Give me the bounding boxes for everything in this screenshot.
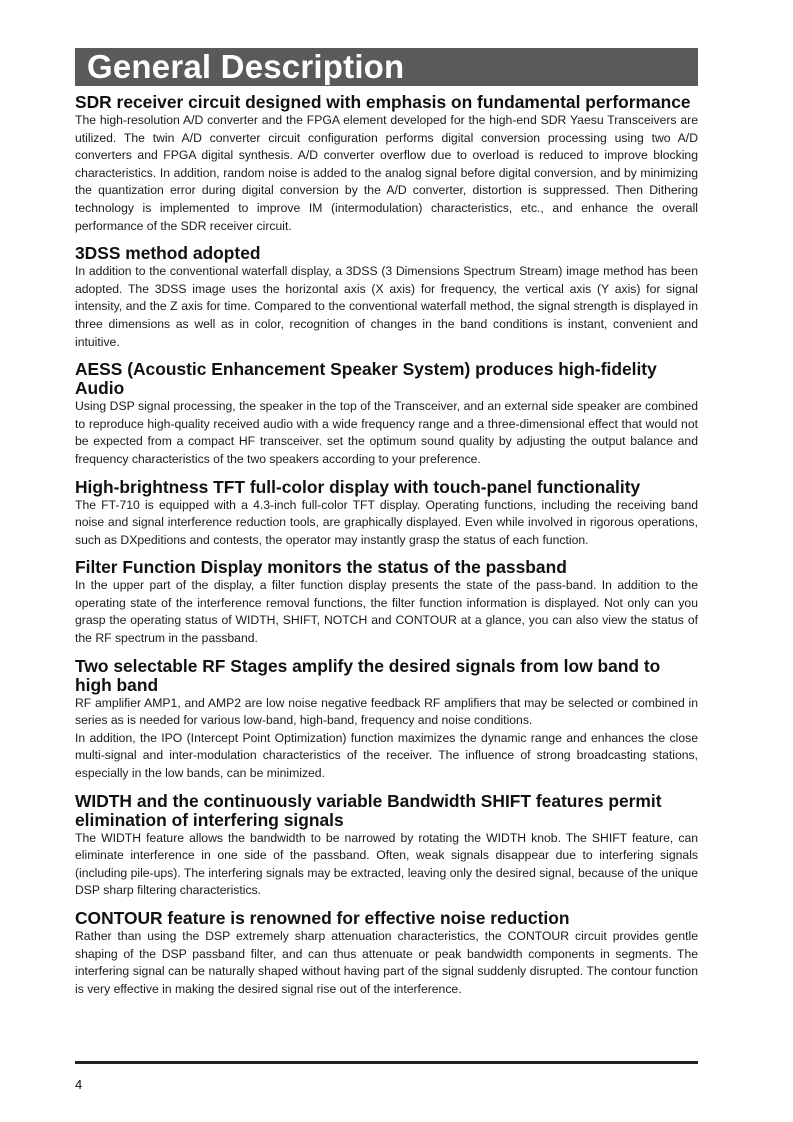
- section-paragraph: In the upper part of the display, a filter function display presents the state of the pass-band. In addition to the operating state of the interference removal functions, the filter function information is displayed. Not only can you grasp the operating status of WIDTH, SHIFT, NOTCH and CONTOUR at a glance, you can also view the status of the RF spectrum in the passband.: [75, 578, 698, 646]
- page-number: 4: [75, 1077, 83, 1092]
- section-paragraph: Rather than using the DSP extremely sharp attenuation characteristics, the CONTOUR circuit provides gentle shaping of the DSP passband filter, and can thus attenuate or peak bandwidth components in segments. The interfering signal can be naturally shaped without having part of the signal suddenly disrupted. The contour function is very effective in making the desired signal rise out of the interference.: [75, 929, 698, 996]
- section-contour: [75, 909, 698, 998]
- section-paragraph: In addition to the conventional waterfall display, a 3DSS (3 Dimensions Spectrum Stream) image method has been adopted. The 3DSS image uses the horizontal axis (X axis) for frequency, the vertical axis (Y axis) for signal intensity, and the Z axis for time. Compared to the conventional waterfall method, the signal strength is displayed in three dimensions as well as in color, recognition of changes in the band conditions is instant, convenient and intuitive.: [75, 264, 698, 349]
- section-filter-function: [75, 558, 698, 647]
- section-sdr-receiver: [75, 93, 698, 235]
- section-tft-display: [75, 478, 698, 550]
- section-rf-stages: [75, 657, 698, 783]
- section-width-shift: [75, 792, 698, 900]
- footer-rule: [75, 1061, 698, 1064]
- page-title: General Description: [75, 48, 698, 86]
- content: [75, 93, 698, 998]
- section-heading: AESS (Acoustic Enhancement Speaker System) produces high-fidelity Audio: [75, 359, 657, 399]
- section-heading: 3DSS method adopted: [75, 243, 261, 264]
- section-heading: CONTOUR feature is renowned for effective noise reduction: [75, 908, 570, 928]
- section-heading: WIDTH and the continuously variable Bandwidth SHIFT features permit elimination of interfering signals: [75, 790, 662, 830]
- section-3dss: [75, 244, 698, 351]
- section-heading: SDR receiver circuit designed with emphasis on fundamental performance: [75, 92, 691, 112]
- section-aess: [75, 360, 698, 468]
- section-paragraph: RF amplifier AMP1, and AMP2 are low noise negative feedback RF amplifiers that may be selected or combined in series as is needed for various low-band, high-band, frequency and noise conditions.: [75, 695, 698, 728]
- section-heading: Filter Function Display monitors the status of the passband: [75, 557, 567, 578]
- section-paragraph: The WIDTH feature allows the bandwidth to be narrowed by rotating the WIDTH knob. The SHIFT feature, can eliminate interference in one side of the passband. Often, weak signals disappear due to interfering signals (including pile-ups). The interfering signals may be extracted, leaving only the desired signal, because of the unique DSP sharp filtering characteristics.: [75, 830, 698, 898]
- section-heading: Two selectable RF Stages amplify the desired signals from low band to high band: [75, 655, 661, 695]
- section-paragraph: Using DSP signal processing, the speaker in the top of the Transceiver, and an external side speaker are combined to reproduce high-quality received audio with a wide frequency range and a three-dimensional effect that would not be expected from a compact HF transceiver. set the optimum sound quality by adjusting the output balance and frequency characteristics of the two speakers according to your preference.: [75, 399, 698, 466]
- section-paragraph: In addition, the IPO (Intercept Point Optimization) function maximizes the dynamic range and enhances the close multi-signal and inter-modulation characteristics of the receiver. The influence of strong broadcasting stations, especially in the low bands, can be minimized.: [75, 730, 698, 781]
- section-heading: High-brightness TFT full-color display with touch-panel functionality: [75, 476, 641, 497]
- section-paragraph: The FT-710 is equipped with a 4.3-inch full-color TFT display. Operating functions, including the receiving band noise and signal interference reduction tools, are graphically displayed. Even while involved in rigorous operations, such as DXpeditions and contests, the operator may instantly grasp the status of each function.: [75, 497, 698, 547]
- section-paragraph: The high-resolution A/D converter and the FPGA element developed for the high-end SDR Yaesu Transceivers are utilized. The twin A/D converter circuit configuration performs digital conversion processing using two A/D converters and FPGA digital synthesis. A/D converter overflow due to overload is reduced to improve blocking characteristics. In addition, random noise is added to the analog signal before digital conversion, and by minimizing the quantization error during digital conversion by the A/D converter, distortion is suppressed. Then Dithering technology is implemented to improve IM (intermodulation) characteristics, etc., and enhance the overall performance of the SDR receiver circuit.: [75, 113, 698, 233]
